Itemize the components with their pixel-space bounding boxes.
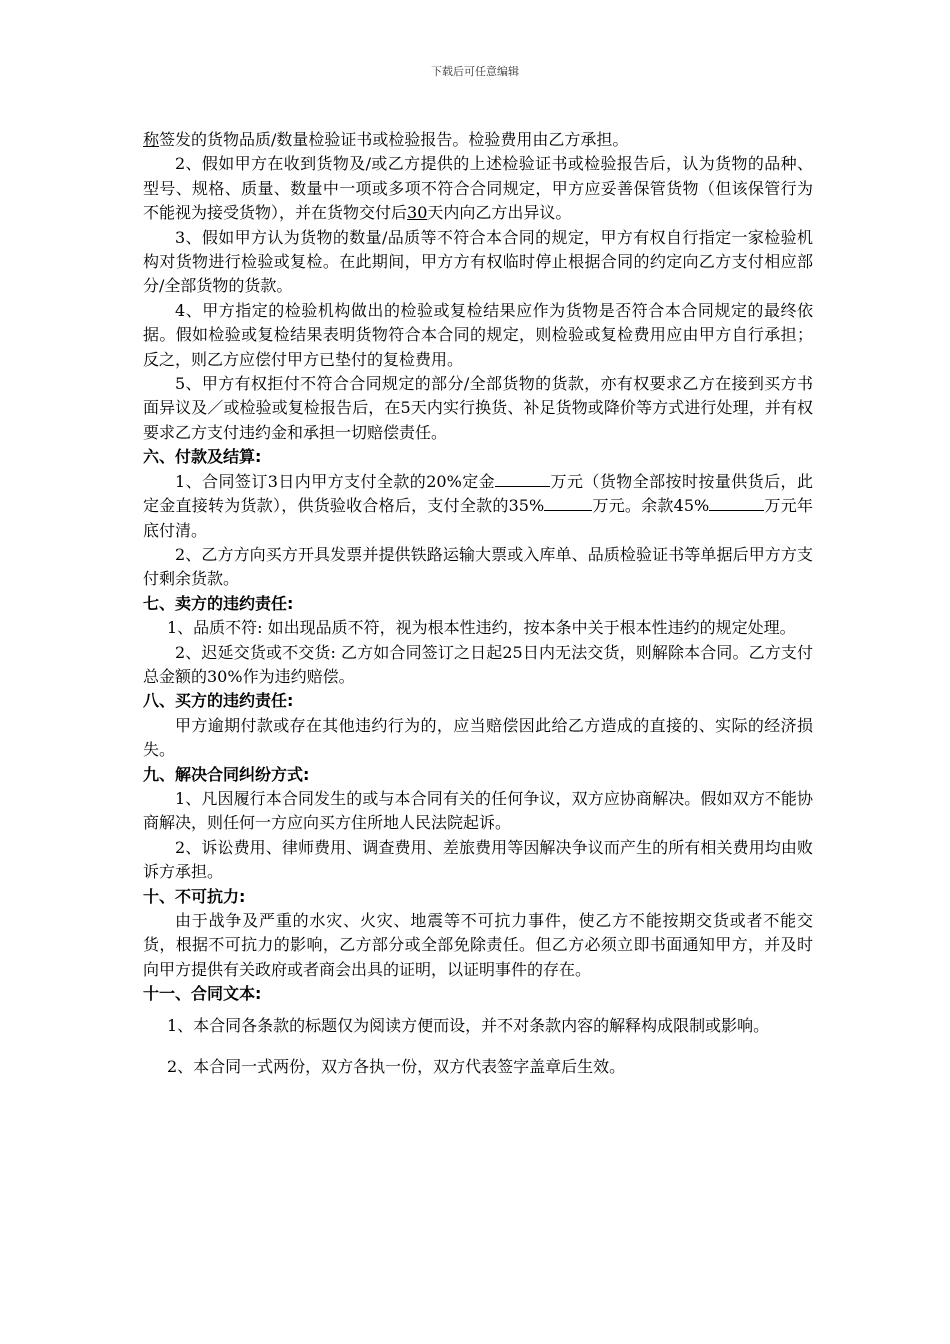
blank-field [495, 470, 550, 487]
clause-10: 由于战争及严重的水灾、火灾、地震等不可抗力事件，使乙方不能按期交货或者不能交货，根据不可抗力的影响，乙方部分或全部免除责任。但乙方必须立即书面通知甲方，并及时向甲方提供有关政府或者商会出具的证明，以证明事件的存在。 [143, 911, 813, 979]
clause-11-1: 1、本合同各条款的标题仅为阅读方便而设，并不对条款内容的解释构成限制或影响。 [167, 1015, 770, 1035]
section-heading-7: 七、卖方的违约责任: [143, 593, 294, 613]
page-header: 下载后可任意编辑 [431, 65, 519, 78]
blank-field [544, 494, 592, 511]
clause-7-2: 2、迟延交货或不交货: 乙方如合同签订之日起25日内无法交货，则解除本合同。乙方支付总金额的30%作为违约赔偿。 [143, 642, 813, 686]
underlined-word: 称 [143, 130, 160, 149]
clause-5-3: 3、假如甲方认为货物的数量/品质等不符合本合同的规定，甲方有权自行指定一家检验机构对货物进行检验或复检。在此期间，甲方方有权临时停止根据合同的约定向乙方支付相应部分/全部货物的货款。 [143, 227, 813, 296]
clause-5-2: 2、假如甲方在收到货物及/或乙方提供的上述检验证书或检验报告后，认为货物的品种、型号、规格、质量、数量中一项或多项不符合合同规定，甲方应妥善保管货物（但该保管行为不能视为接受货物），并在货物交付后30天内向乙方出异议。 [143, 154, 813, 223]
section-heading-8: 八、买方的违约责任: [143, 691, 294, 711]
clause-5-5: 5、甲方有权拒付不符合合同规定的部分/全部货物的货款，亦有权要求乙方在接到买方书面异议及／或检验或复检报告后，在5天内实行换货、补足货物或降价等方式进行处理，并有权要求乙方支付违约金和承担一切赔偿责任。 [143, 374, 813, 442]
clause-9-2: 2、诉讼费用、律师费用、调查费用、差旅费用等因解决争议而产生的所有相关费用均由败诉方承担。 [143, 837, 813, 882]
days-value: 30 [407, 203, 428, 223]
paragraph-continuation: 称签发的货物品质/数量检验证书或检验报告。检验费用由乙方承担。 [143, 130, 629, 149]
clause-8: 甲方逾期付款或存在其他违约行为的，应当赔偿因此给乙方造成的直接的、实际的经济损失。 [143, 715, 813, 760]
clause-11-2: 2、本合同一式两份，双方各执一份，双方代表签字盖章后生效。 [167, 1056, 626, 1076]
section-heading-6: 六、付款及结算: [143, 447, 262, 467]
clause-9-1: 1、凡因履行本合同发生的或与本合同有关的任何争议，双方应协商解决。假如双方不能协商解决，则任何一方应向买方住所地人民法院起诉。 [143, 788, 813, 833]
clause-6-2: 2、乙方方向买方开具发票并提供铁路运输大票或入库单、品质检验证书等单据后甲方方支付剩余货款。 [143, 544, 813, 589]
section-heading-10: 十、不可抗力: [143, 886, 246, 906]
clause-7-1: 1、品质不符: 如出现品质不符，视为根本性违约，按本条中关于根本性违约的规定处理。 [167, 618, 796, 638]
clause-6-1: 1、合同签订3日内甲方支付全款的20%定金 万元（货物全部按时按量供货后，此定金直接转为货款），供货验收合格后，支付全款的35% 万元。余款45% 万元年底付清。 [143, 471, 813, 540]
section-heading-9: 九、解决合同纠纷方式: [143, 764, 310, 784]
clause-5-4: 4、甲方指定的检验机构做出的检验或复检结果应作为货物是否符合本合同规定的最终依据。假如检验或复检结果表明货物符合本合同的规定，则检验或复检费用应由甲方自行承担；反之，则乙方应偿付甲方已垫付的复检费用。 [143, 300, 813, 369]
blank-field [709, 494, 764, 511]
section-heading-11: 十一、合同文本: [143, 984, 262, 1004]
contract-body [143, 128, 813, 1079]
